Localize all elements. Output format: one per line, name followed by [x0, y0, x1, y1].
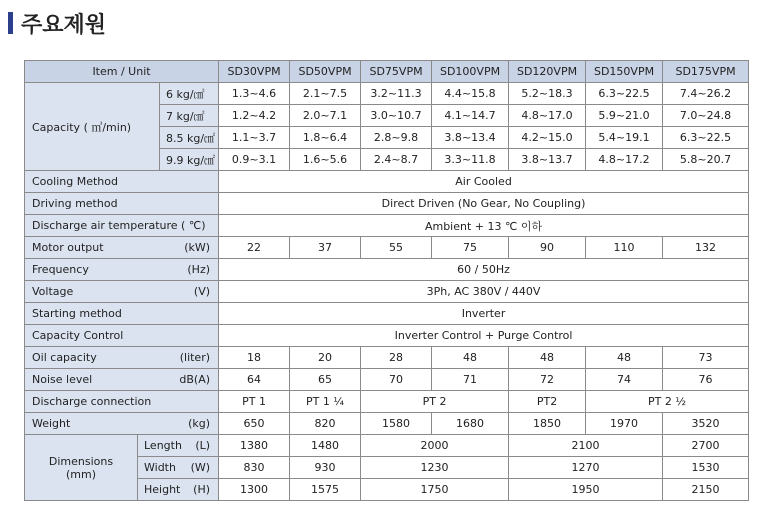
discharge-temp-value: Ambient + 13 ℃ 이하: [219, 215, 749, 237]
motor-row: [25, 237, 749, 259]
table-cell: 1750: [361, 479, 509, 501]
frequency-unit: (Hz): [187, 263, 211, 276]
capacity-control-label: Capacity Control: [25, 325, 219, 347]
table-cell: PT2: [509, 391, 586, 413]
header-sd30vpm: SD30VPM: [219, 61, 290, 83]
motor-unit: (kW): [184, 241, 211, 254]
voltage-label: Voltage: [32, 285, 74, 298]
frequency-label: Frequency: [32, 263, 89, 276]
starting-label: Starting method: [25, 303, 219, 325]
table-cell: 48: [586, 347, 663, 369]
table-cell: 132: [663, 237, 749, 259]
table-cell: 6.3~22.5: [586, 83, 663, 105]
header-sd150vpm: SD150VPM: [586, 61, 663, 83]
table-cell: 76: [663, 369, 749, 391]
width-label-cell: [138, 457, 219, 479]
height-label: Height: [144, 483, 181, 496]
table-cell: 2.4~8.7: [361, 149, 432, 171]
page-title-text: 주요제원: [21, 12, 107, 38]
discharge-conn-row: [25, 391, 749, 413]
length-label-cell: [138, 435, 219, 457]
table-cell: 110: [586, 237, 663, 259]
table-cell: 3520: [663, 413, 749, 435]
discharge-temp-label: Discharge air temperature ( ℃): [25, 215, 219, 237]
table-cell: 1270: [509, 457, 663, 479]
table-cell: 1.1~3.7: [219, 127, 290, 149]
cooling-value: Air Cooled: [219, 171, 749, 193]
table-cell: 74: [586, 369, 663, 391]
discharge-conn-label: Discharge connection: [25, 391, 219, 413]
dimensions-label: [25, 435, 138, 501]
table-cell: 1380: [219, 435, 290, 457]
cooling-label: Cooling Method: [25, 171, 219, 193]
table-cell: 2100: [509, 435, 663, 457]
table-cell: 22: [219, 237, 290, 259]
noise-row: [25, 369, 749, 391]
header-row: [25, 61, 749, 83]
capacity-pressure: 9.9 kg/㎠: [160, 149, 219, 171]
header-sd120vpm: SD120VPM: [509, 61, 586, 83]
height-label-cell: [138, 479, 219, 501]
capacity-pressure: 8.5 kg/㎠: [160, 127, 219, 149]
height-unit: (H): [193, 483, 211, 496]
length-label: Length: [144, 439, 182, 452]
capacity-control-value: Inverter Control + Purge Control: [219, 325, 749, 347]
driving-value: Direct Driven (No Gear, No Coupling): [219, 193, 749, 215]
table-cell: 1480: [290, 435, 361, 457]
table-cell: 1530: [663, 457, 749, 479]
table-cell: 0.9~3.1: [219, 149, 290, 171]
table-cell: 3.0~10.7: [361, 105, 432, 127]
driving-label: Driving method: [25, 193, 219, 215]
table-cell: 64: [219, 369, 290, 391]
table-cell: 48: [509, 347, 586, 369]
table-cell: 4.4~15.8: [432, 83, 509, 105]
header-item-unit: Item / Unit: [25, 61, 219, 83]
noise-label-cell: [25, 369, 219, 391]
table-cell: 90: [509, 237, 586, 259]
weight-row: [25, 413, 749, 435]
table-cell: 4.8~17.0: [509, 105, 586, 127]
table-cell: 7.0~24.8: [663, 105, 749, 127]
discharge-temp-row: [25, 215, 749, 237]
title-accent-bar: [8, 12, 13, 34]
table-cell: 72: [509, 369, 586, 391]
table-cell: PT 2 ½: [586, 391, 749, 413]
table-cell: 1850: [509, 413, 586, 435]
capacity-control-row: [25, 325, 749, 347]
width-unit: (W): [190, 461, 211, 474]
table-cell: PT 1: [219, 391, 290, 413]
frequency-row: [25, 259, 749, 281]
table-cell: 4.1~14.7: [432, 105, 509, 127]
weight-unit: (kg): [188, 417, 211, 430]
voltage-row: [25, 281, 749, 303]
table-cell: 5.9~21.0: [586, 105, 663, 127]
table-cell: 70: [361, 369, 432, 391]
header-sd75vpm: SD75VPM: [361, 61, 432, 83]
table-cell: 1970: [586, 413, 663, 435]
voltage-unit: (V): [193, 285, 211, 298]
table-cell: PT 2: [361, 391, 509, 413]
noise-label: Noise level: [32, 373, 93, 386]
weight-label: Weight: [32, 417, 71, 430]
table-cell: 1.8~6.4: [290, 127, 361, 149]
motor-label: Motor output: [32, 241, 104, 254]
table-cell: 5.2~18.3: [509, 83, 586, 105]
table-cell: 1950: [509, 479, 663, 501]
cooling-row: [25, 171, 749, 193]
noise-unit: dB(A): [179, 373, 211, 386]
table-cell: 1.6~5.6: [290, 149, 361, 171]
header-sd50vpm: SD50VPM: [290, 61, 361, 83]
table-cell: 3.8~13.4: [432, 127, 509, 149]
table-cell: 650: [219, 413, 290, 435]
table-cell: 28: [361, 347, 432, 369]
oil-label: Oil capacity: [32, 351, 97, 364]
table-cell: 1300: [219, 479, 290, 501]
capacity-row-6: [25, 83, 749, 105]
voltage-value: 3Ph, AC 380V / 440V: [219, 281, 749, 303]
table-cell: 65: [290, 369, 361, 391]
table-cell: 73: [663, 347, 749, 369]
table-cell: 18: [219, 347, 290, 369]
capacity-pressure: 6 kg/㎠: [160, 83, 219, 105]
table-cell: 3.8~13.7: [509, 149, 586, 171]
frequency-label-cell: [25, 259, 219, 281]
table-cell: 3.2~11.3: [361, 83, 432, 105]
table-cell: PT 1 ¼: [290, 391, 361, 413]
table-cell: 4.2~15.0: [509, 127, 586, 149]
table-cell: 2.1~7.5: [290, 83, 361, 105]
voltage-label-cell: [25, 281, 219, 303]
table-cell: 7.4~26.2: [663, 83, 749, 105]
table-cell: 1680: [432, 413, 509, 435]
width-label: Width: [144, 461, 176, 474]
table-cell: 5.8~20.7: [663, 149, 749, 171]
motor-label-cell: [25, 237, 219, 259]
dimensions-label-line2: (mm): [65, 467, 96, 481]
oil-label-cell: [25, 347, 219, 369]
table-cell: 1575: [290, 479, 361, 501]
table-cell: 5.4~19.1: [586, 127, 663, 149]
header-sd100vpm: SD100VPM: [432, 61, 509, 83]
capacity-pressure: 7 kg/㎠: [160, 105, 219, 127]
driving-row: [25, 193, 749, 215]
table-cell: 6.3~22.5: [663, 127, 749, 149]
header-sd175vpm: SD175VPM: [663, 61, 749, 83]
table-cell: 2.0~7.1: [290, 105, 361, 127]
table-cell: 3.3~11.8: [432, 149, 509, 171]
table-cell: 1580: [361, 413, 432, 435]
table-cell: 2.8~9.8: [361, 127, 432, 149]
dimensions-label-line1: Dimensions: [48, 454, 114, 468]
oil-row: [25, 347, 749, 369]
table-cell: 20: [290, 347, 361, 369]
table-cell: 1.3~4.6: [219, 83, 290, 105]
table-cell: 37: [290, 237, 361, 259]
dimension-length-row: [25, 435, 749, 457]
table-cell: 1.2~4.2: [219, 105, 290, 127]
table-cell: 930: [290, 457, 361, 479]
spec-table: [24, 60, 749, 501]
oil-unit: (liter): [179, 351, 211, 364]
length-unit: (L): [195, 439, 211, 452]
table-cell: 2000: [361, 435, 509, 457]
table-cell: 75: [432, 237, 509, 259]
starting-value: Inverter: [219, 303, 749, 325]
frequency-value: 60 / 50Hz: [219, 259, 749, 281]
capacity-label: Capacity ( ㎥/min): [25, 83, 160, 171]
table-cell: 71: [432, 369, 509, 391]
starting-row: [25, 303, 749, 325]
table-cell: 2700: [663, 435, 749, 457]
page-title: [8, 6, 106, 40]
table-cell: 2150: [663, 479, 749, 501]
table-cell: 55: [361, 237, 432, 259]
table-cell: 4.8~17.2: [586, 149, 663, 171]
table-cell: 1230: [361, 457, 509, 479]
weight-label-cell: [25, 413, 219, 435]
table-cell: 830: [219, 457, 290, 479]
table-cell: 48: [432, 347, 509, 369]
table-cell: 820: [290, 413, 361, 435]
